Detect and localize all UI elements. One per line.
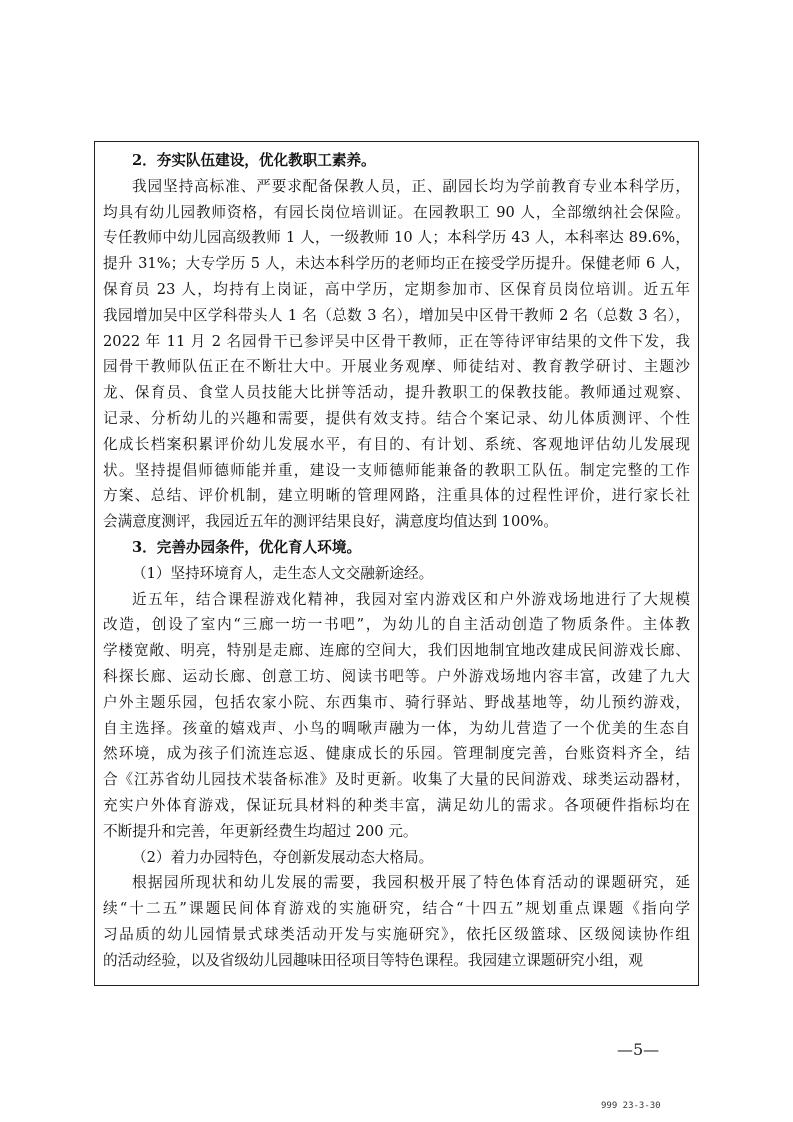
paragraph-line: 化成长档案积累评价幼儿发展水平，有目的、有计划、系统、客观地评估幼儿发展现 [103, 435, 690, 453]
paragraph-line: 会满意度测评，我园近五年的测评结果良好，满意度均值达到 100%。 [103, 513, 558, 531]
document-frame [94, 141, 699, 986]
paragraph-line: 近五年，结合课程游戏化精神，我园对室内游戏区和户外游戏场地进行了大规模 [132, 590, 690, 608]
paragraph-line: 均具有幼儿园教师资格，有园长岗位培训证。在园教职工 90 人，全部缴纳社会保险。 [103, 203, 690, 221]
paragraph-line: 专任教师中幼儿园高级教师 1 人，一级教师 10 人；本科学历 43 人，本科率达 89.6%， [103, 229, 690, 247]
paragraph-line: 提升 31%；大专学历 5 人，未达本科学历的老师均正在接受学历提升。保健老师 6 人， [103, 255, 690, 273]
paragraph-line: 2022 年 11 月 2 名园骨干已参评吴中区骨干教师，正在等待评审结果的文件下发，我 [103, 332, 690, 350]
paragraph-line: 充实户外体育游戏，保证玩具材料的种类丰富，满足幼儿的需求。各项硬件指标均在 [103, 796, 690, 814]
paragraph-line: 改造，创设了室内“三廊一坊一书吧”，为幼儿的自主活动创造了物质条件。主体教 [103, 616, 690, 634]
paragraph-line: 的活动经验，以及省级幼儿园趣味田径项目等特色课程。我园建立课题研究小组，观 [103, 951, 643, 969]
print-stamp: 999 23-3-30 [601, 1101, 661, 1111]
paragraph-line: 我园增加吴中区学科带头人 1 名（总数 3 名），增加吴中区骨干教师 2 名（总数 3 名）， [103, 306, 690, 324]
page-number: —5— [617, 1040, 660, 1059]
paragraph-line: 续“十二五”课题民间体育游戏的实施研究，结合“十四五”规划重点课题《指向学 [103, 900, 690, 918]
paragraph-line: 记录、分析幼儿的兴趣和需要，提供有效支持。结合个案记录、幼儿体质测评、个性 [103, 409, 690, 427]
paragraph-line: 科探长廊、运动长廊、创意工坊、阅读书吧等。户外游戏场地内容丰富，改建了九大 [103, 667, 690, 685]
paragraph-line: 园骨干教师队伍正在不断壮大中。开展业务观摩、师徒结对、教育教学研讨、主题沙 [103, 358, 690, 376]
paragraph-line: 自主选择。孩童的嬉戏声、小鸟的啁啾声融为一体，为幼儿营造了一个优美的生态自 [103, 719, 690, 737]
paragraph-line: 状。坚持提倡师德师能并重，建设一支师德师能兼备的教职工队伍。制定完整的工作 [103, 461, 690, 479]
paragraph-line: 户外主题乐园，包括农家小院、东西集市、骑行驿站、野战基地等，幼儿预约游戏， [103, 693, 690, 711]
paragraph-line: 合《江苏省幼儿园技术装备标准》及时更新。收集了大量的民间游戏、球类运动器材， [103, 771, 690, 789]
section-heading: 2．夯实队伍建设，优化教职工素养。 [132, 152, 376, 169]
section-heading: 3．完善办园条件，优化育人环境。 [132, 538, 362, 556]
paragraph-line: （2）着力办园特色，夺创新发展动态大格局。 [132, 848, 434, 866]
paragraph-line: 学楼宽敞、明亮，特别是走廊、连廊的空间大，我们因地制宜地改建成民间游戏长廊、 [103, 642, 690, 660]
paragraph-line: 习品质的幼儿园情景式球类活动开发与实施研究》，依托区级篮球、区级阅读协作组 [103, 925, 690, 943]
paragraph-line: （1）坚持环境育人，走生态人文交融新途经。 [132, 564, 434, 582]
paragraph-line: 根据园所现状和幼儿发展的需要，我园积极开展了特色体育活动的课题研究，延 [132, 874, 690, 892]
paragraph-line: 保育员 23 人，均持有上岗证，高中学历，定期参加市、区保育员岗位培训。近五年 [103, 280, 690, 298]
paragraph-line: 不断提升和完善，年更新经费生均超过 200 元。 [103, 822, 418, 840]
paragraph-line: 然环境，成为孩子们流连忘返、健康成长的乐园。管理制度完善，台账资料齐全，结 [103, 745, 690, 763]
paragraph-line: 我园坚持高标准、严要求配备保教人员，正、副园长均为学前教育专业本科学历， [132, 177, 690, 195]
paragraph-line: 方案、总结、评价机制，建立明晰的管理网路，注重具体的过程性评价，进行家长社 [103, 487, 690, 505]
paragraph-line: 龙、保育员、食堂人员技能大比拼等活动，提升教职工的保教技能。教师通过观察、 [103, 384, 690, 402]
